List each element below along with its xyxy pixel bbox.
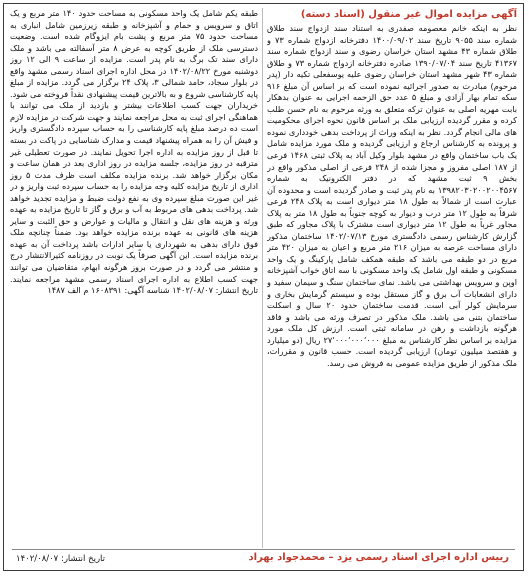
column-divider — [262, 8, 263, 548]
notice-body — [10, 8, 517, 548]
signature-line: رییس اداره اجرای اسناد رسمی یزد – محمدجواد بهراد — [248, 552, 509, 563]
right-column — [267, 8, 517, 548]
publish-date: تاریخ انتشار: ۱۴۰۲/۰۸/۰۷ — [16, 554, 106, 564]
notice-title — [267, 8, 517, 22]
right-column-text: نظر به اینکه خانم معصومه صفدری به استناد سند ازدواج سند طلاق شماره سند ۹۰۵۵ تاریخ سند ۱۴۰۰/۰۹/۰۲ دفترخانه ازدواج شماره ۷۳ و طلاق شماره ۴۳ مشهد استان خراسان رضوی و سند ازدواج شماره سند ۴۱۳۶۷ تاریخ سند ۱۳۹۰/۰۷/۰۴ صادره دفترخانه ازدواج شماره ۷۳ و طلاق شماره ۴۳ شهر مشهد استان خراسان رضوی علیه یوسفعلی تکیه دار (پدر مرحوم) مبادرت به صدور اجرائیه نموده است که بر اساس آن مبلغ ۹۱۶ سکه تمام بهار آزادی و مبلغ ۵ عدد حق الزحمه اجرایی به عنوان بدهکار بابت مهریه اصلی به عنوان ترکه متعلق به ورثه مرحوم به نام حسن طلب کرده و مقرر گردیده ارزیابی ملک بر اساس قانون نحوه اجرای محکومیت های مالی انجام گردد. نظر به اینکه وراث از پرداخت بدهی خودداری نموده و پرونده به کارشناس ارجاع و ارزیابی گردیده و ملک مورد مزایده شامل یک باب ساختمان واقع در مشهد بلوار وکیل آباد به پلاک ثبتی ۱۴۶۸ فرعی از ۱۸۷ اصلی مفروز و مجزا شده از ۲۴۸ فرعی از اصلی مذکور واقع در بخش ۹ ثبت مشهد که در دفتر الکترونیک به شماره ۱۳۹۸۲۰۳۰۲۰۰۲۰۰۴۵۶۷ به نام پدر ثبت و صادر گردیده است و محدوده آن عبارت است از شمالاً به طول ۱۸ متر دیواری است به پلاک ۲۴۸ فرعی شرقاً به طول ۱۲ متر درب و دیوار به کوچه جنوباً به طول ۱۸ متر به پلاک مجاور غرباً به طول ۱۲ متر دیواری است مشترک با پلاک مجاور که طبق گزارش کارشناس رسمی دادگستری مورخ ۱۴۰۲/۰۷/۱۳ ساختمان مذکور دارای مساحت عرصه به میزان ۲۱۶ متر مربع و اعیان به میزان ۴۲۰ متر مربع در دو طبقه می باشد که طبقه همکف شامل پارکینگ و یک واحد مسکونی و طبقه اول شامل یک واحد مسکونی با سه اتاق خواب آشپزخانه اوپن و سرویس بهداشتی می باشد. نمای ساختمان سنگ و سیمان سفید و دارای انشعابات آب برق و گاز مستقل بوده و سیستم گرمایش بخاری و سرمایش کولر آبی است. قدمت ساختمان حدود ۲۰ سال و اسکلت ساختمان بتنی می باشد. ملک مذکور در تصرف ورثه می باشد و فاقد هرگونه بازداشت و رهن در سامانه ثبتی است. ارزش کل ملک مورد مزایده بر اساس نظر کارشناس به مبلغ ۲۷٬۰۰۰٬۰۰۰٬۰۰۰ ریال (دو میلیارد و هفتصد میلیون تومان) ارزیابی گردیده است. حسب قانون و مقررات، ملک مذکور از طریق مزایده عمومی به فروش می رسد. — [267, 23, 517, 368]
notice-title-text: آگهی مزایده اموال غیر منقول (اسناد دسته) — [300, 9, 517, 20]
notice-frame — [3, 3, 524, 571]
left-column-text: طبقه یکم شامل یک واحد مسکونی به مساحت حدود ۱۴۰ متر مربع و یک اتاق و سرویس و حمام و آشپزخانه و طبقه زیرزمین شامل انباری به مساحت حدود ۷۵ متر مربع و پشت بام ایزوگام شده است. وضعیت دسترسی ملک از طریق کوچه به عرض ۸ متر آسفالته می باشد و ملک دارای سند تک برگ به نام پدر است. مزایده از ساعت ۹ الی ۱۲ روز دوشنبه مورخ ۱۴۰۲/۰۸/۲۲ در محل اداره اجرای اسناد رسمی مشهد واقع در بلوار سجاد، حامد شمالی ۳، پلاک ۲۴ برگزار می گردد. مزایده از مبلغ پایه کارشناسی شروع و به بالاترین قیمت پیشنهادی نقداً فروخته می شود. خریداران جهت کسب اطلاعات بیشتر و بازدید از ملک می توانند با هماهنگی اجرای ثبت به محل مراجعه نمایند و جهت شرکت در مزایده لازم است ده درصد مبلغ پایه کارشناسی را به حساب سپرده دادگستری واریز و فیش آن را به همراه پیشنهاد قیمت و مدارک شناسایی در پاکت در بسته تا قبل از روز مزایده به اداره اجرا تحویل نمایند. در صورت تعطیلی غیر مترقبه در روز مزایده، جلسه مزایده در روز اداری بعد در همان ساعت و مکان برگزار خواهد شد. برنده مزایده مکلف است ظرف مدت ۵ روز اداری از تاریخ مزایده کلیه وجه مزایده را به حساب سپرده ثبت واریز و در غیر این صورت مبلغ سپرده وی به نفع دولت ضبط و مزایده تجدید خواهد شد. پرداخت بدهی های مربوط به آب و برق و گاز تا تاریخ مزایده به عهده ورثه و هزینه های نقل و انتقال و مالیات و عوارض و حق الثبت و سایر هزینه های قانونی به عهده برنده مزایده خواهد بود. ضمناً چنانچه ملک فوق دارای بدهی به شهرداری یا سایر ادارات باشد پرداخت آن به عهده برنده مزایده است. این آگهی صرفاً یک نوبت در روزنامه کثیرالانتشار درج و منتشر می گردد و در صورت بروز هرگونه ابهام، متقاضیان می توانند جهت کسب اطلاع به اداره اجرای اسناد رسمی مشهد مراجعه نمایند. تاریخ انتشار: ۱۴۰۲/۰۸/۰۷ شناسه آگهی: ۱۶۰۸۳۹۱ م الف ۱۴۸۷ — [10, 8, 258, 296]
footer-divider — [12, 549, 515, 550]
left-column — [10, 8, 258, 548]
